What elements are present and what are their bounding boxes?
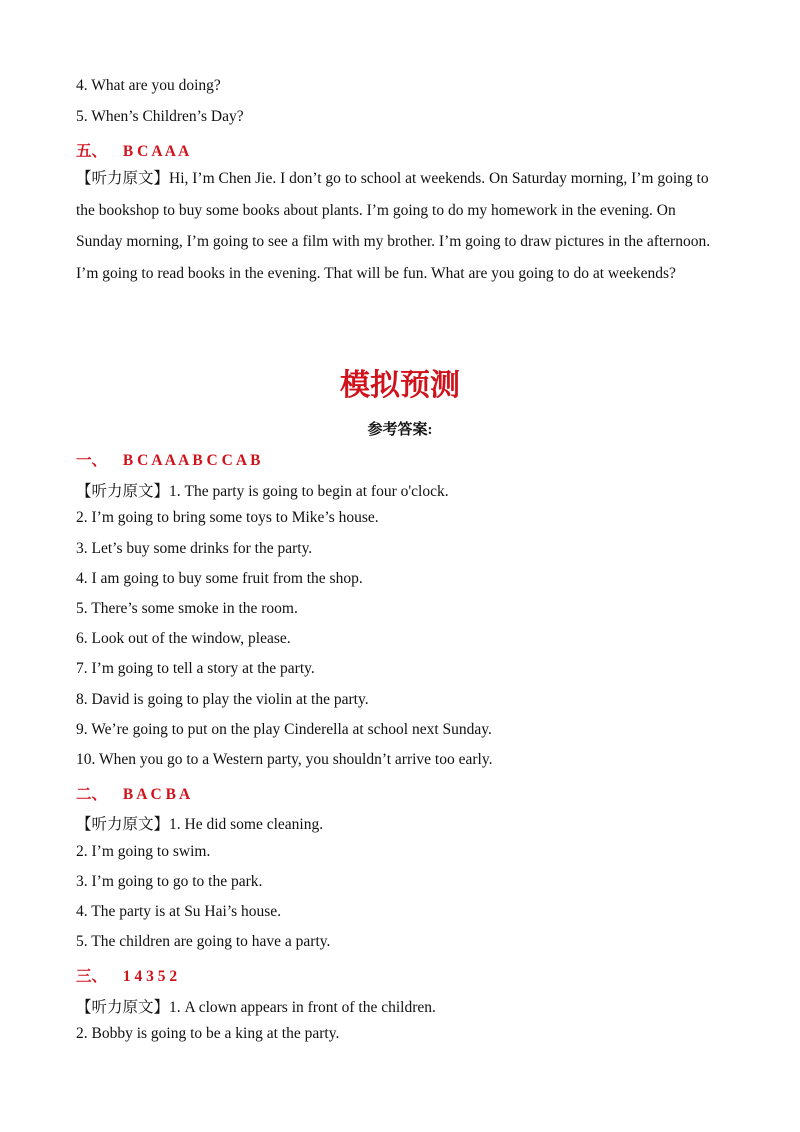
transcript-line <box>76 995 436 1017</box>
answer-item: A <box>164 143 176 160</box>
transcript-text: 1. A clown appears in front of the children. <box>169 999 436 1016</box>
transcript-line: 2. Bobby is going to be a king at the party. <box>76 1025 340 1042</box>
answer-item: A <box>178 143 190 160</box>
transcript-line: 5. There’s some smoke in the room. <box>76 600 298 617</box>
transcript-line <box>76 479 449 501</box>
answer-item: B <box>250 452 261 469</box>
transcript-line: 5. The children are going to have a party. <box>76 933 331 950</box>
transcript-paragraph <box>76 163 726 289</box>
section-title: 模拟预测 <box>340 368 460 403</box>
answer-item: A <box>235 452 247 469</box>
transcript-tag: 【听力原文】 <box>76 815 170 833</box>
transcript-tag: 【听力原文】 <box>76 482 170 500</box>
transcript-line: 6. Look out of the window, please. <box>76 630 291 647</box>
answer-item: C <box>150 786 162 803</box>
transcript-tag: 【听力原文】 <box>76 169 170 187</box>
answer-item: A <box>151 452 162 469</box>
transcript-line: 7. I’m going to tell a story at the party. <box>76 660 315 677</box>
question-4: 4. What are you doing? <box>76 77 221 94</box>
answer-item: C <box>137 452 149 469</box>
answer-row-3 <box>76 964 177 986</box>
answer-item: B <box>122 452 134 469</box>
question-5: 5. When’s Children’s Day? <box>76 108 244 125</box>
transcript-line: 2. I’m going to swim. <box>76 843 211 860</box>
transcript-line: 3. Let’s buy some drinks for the party. <box>76 540 313 557</box>
answer-item: C <box>221 452 233 469</box>
transcript-text: 1. The party is going to begin at four o'clock. <box>169 483 449 500</box>
answer-item: B <box>122 786 134 803</box>
transcript-text: Hi, I’m Chen Jie. I don’t go to school at weekends. On Saturday morning, I’m going to the bookshop to buy some books about plants. I’m going to do my homework in the evening. On Sunday morning, I’m going to see a film with my brother. I’m going to draw pictures in the afternoon. I’m going to read books in the evening. That will be fun. What are you going to do at weekends? <box>76 170 711 282</box>
answer-item: B <box>122 143 134 160</box>
answer-item: B <box>192 452 203 469</box>
transcript-tag: 【听力原文】 <box>76 998 170 1016</box>
answer-item: 3 <box>146 968 154 985</box>
answer-item: A <box>151 143 162 160</box>
answer-row-label: 五、 <box>76 143 108 160</box>
answer-item: 5 <box>157 968 166 985</box>
answer-item: B <box>165 786 176 803</box>
answer-item: A <box>164 452 176 469</box>
transcript-line: 9. We’re going to put on the play Cinderella at school next Sunday. <box>76 721 492 738</box>
answer-row-1 <box>76 448 260 470</box>
answer-item: C <box>137 143 149 160</box>
transcript-line: 2. I’m going to bring some toys to Mike’s house. <box>76 509 379 526</box>
answer-item: 1 <box>122 968 131 985</box>
answer-item: C <box>206 452 218 469</box>
answer-row-2 <box>76 782 190 804</box>
transcript-line: 10. When you go to a Western party, you shouldn’t arrive too early. <box>76 751 493 768</box>
answer-row-label: 三、 <box>76 968 108 985</box>
transcript-line: 3. I’m going to go to the park. <box>76 873 263 890</box>
answer-item: A <box>178 452 189 469</box>
answer-item: 4 <box>134 968 143 985</box>
answer-item: A <box>136 786 147 803</box>
answer-row-label: 一、 <box>76 452 108 469</box>
transcript-line: 8. David is going to play the violin at the party. <box>76 691 369 708</box>
answer-item: A <box>178 786 191 803</box>
transcript-line: 4. I am going to buy some fruit from the shop. <box>76 570 363 587</box>
transcript-line <box>76 812 323 834</box>
transcript-text: 1. He did some cleaning. <box>169 816 324 833</box>
answer-row-5 <box>76 139 189 161</box>
transcript-line: 4. The party is at Su Hai’s house. <box>76 903 282 920</box>
answer-item: 2 <box>169 968 178 985</box>
section-subtitle: 参考答案: <box>367 422 433 438</box>
answer-row-label: 二、 <box>76 786 108 803</box>
